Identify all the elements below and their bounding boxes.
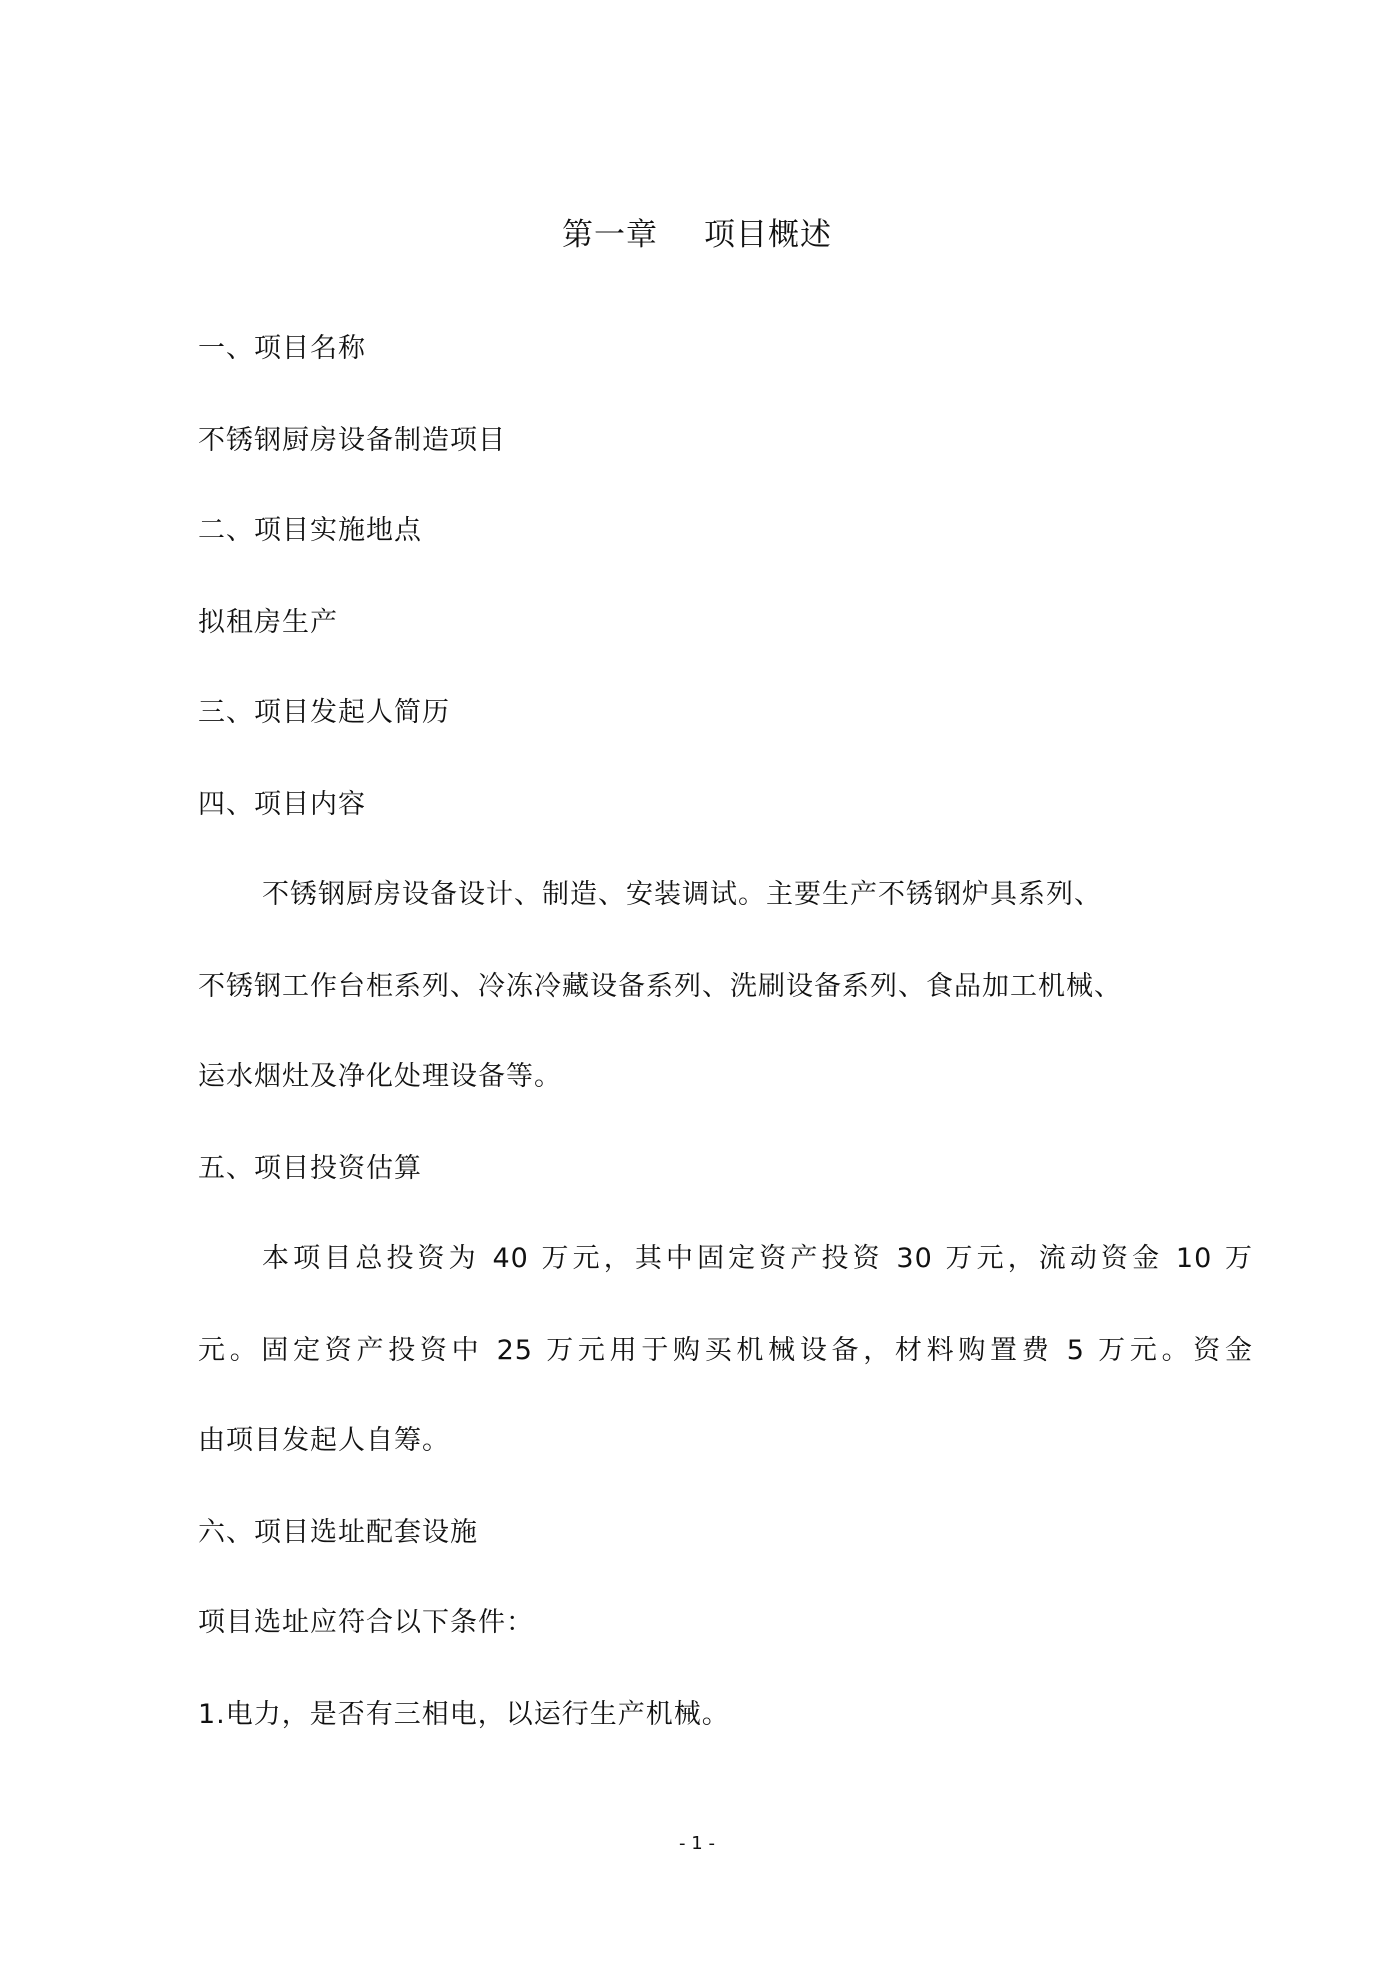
site-conditions-intro: 项目选址应符合以下条件：: [198, 1607, 534, 1638]
section-heading-investment: 五、项目投资估算: [198, 1153, 422, 1184]
project-content-paragraph-line: 不锈钢厨房设备设计、制造、安装调试。主要生产不锈钢炉具系列、: [262, 879, 1102, 910]
project-name-text: 不锈钢厨房设备制造项目: [198, 425, 506, 456]
section-heading-project-content: 四、项目内容: [198, 789, 366, 820]
chapter-title: 项目概述: [704, 217, 832, 253]
project-content-paragraph-line: 不锈钢工作台柜系列、冷冻冷藏设备系列、洗刷设备系列、食品加工机械、: [198, 971, 1122, 1002]
section-heading-location: 二、项目实施地点: [198, 515, 422, 546]
section-heading-site-facilities: 六、项目选址配套设施: [198, 1517, 478, 1548]
section-heading-sponsor-resume: 三、项目发起人简历: [198, 697, 450, 728]
chapter-number: 第一章: [562, 217, 658, 253]
investment-paragraph-line: 由项目发起人自筹。: [198, 1425, 450, 1456]
investment-paragraph-line: 元。固定资产投资中 25 万元用于购买机械设备，材料购置费 5 万元。资金: [198, 1335, 1253, 1366]
investment-paragraph-line: 本项目总投资为 40 万元，其中固定资产投资 30 万元，流动资金 10 万: [262, 1243, 1253, 1274]
location-text: 拟租房生产: [198, 607, 338, 638]
site-condition-item: 1.电力，是否有三相电，以运行生产机械。: [198, 1699, 730, 1730]
project-content-paragraph-line: 运水烟灶及净化处理设备等。: [198, 1061, 562, 1092]
page-number: - 1 -: [679, 1833, 715, 1854]
section-heading-project-name: 一、项目名称: [198, 333, 366, 364]
chapter-heading: [0, 212, 1394, 258]
